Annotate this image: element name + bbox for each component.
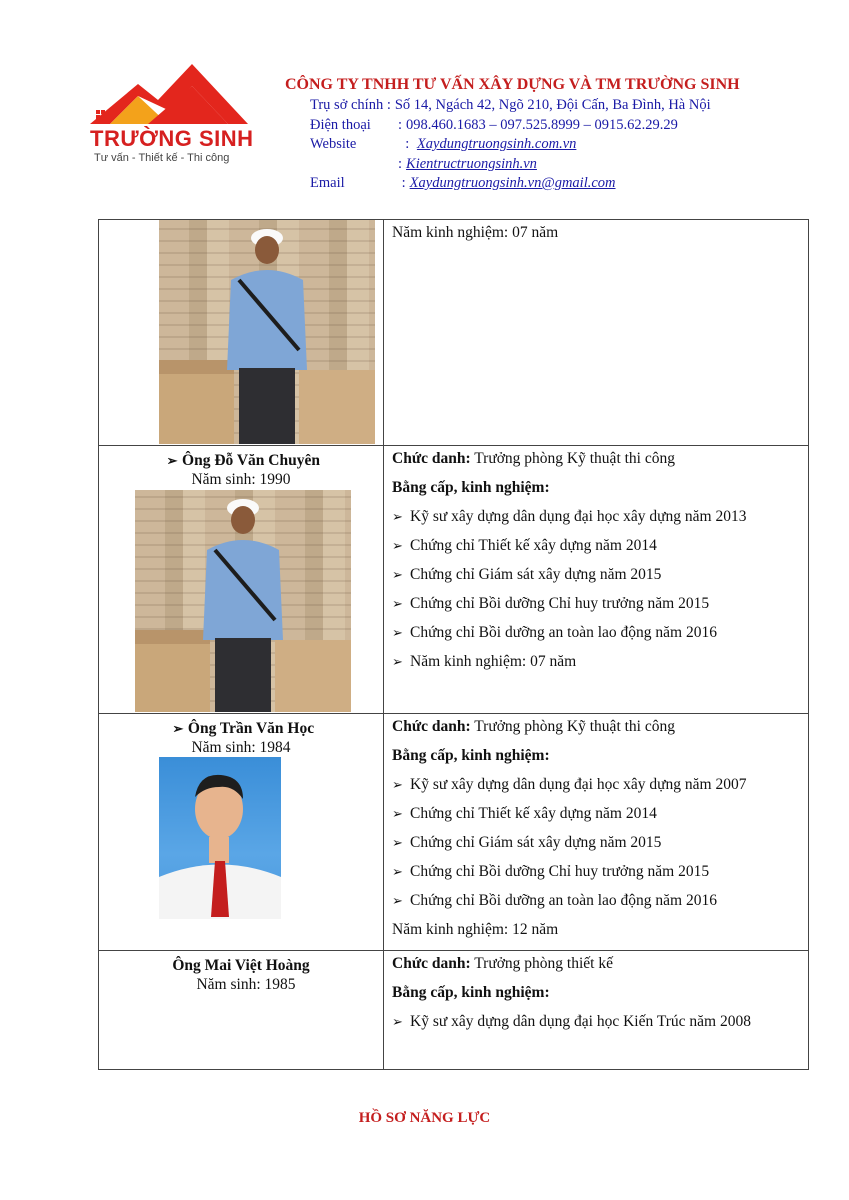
staff-photo-cell xyxy=(99,951,384,1070)
experience-text: Năm kinh nghiệm: 12 năm xyxy=(392,921,559,938)
company-logo xyxy=(88,62,254,170)
website-label: Website xyxy=(310,136,357,152)
staff-name: ➢ Ông Đỗ Văn Chuyên xyxy=(162,452,320,469)
email-label: Email xyxy=(310,175,345,191)
phone-value: 098.460.1683 – 097.525.8999 – 0915.62.29.29 xyxy=(406,116,678,133)
arrow-bullet-icon: ➢ xyxy=(392,567,403,582)
list-item: ➢ Chứng chỉ Giám sát xây dựng năm 2015 xyxy=(392,566,662,583)
website-link-1[interactable]: Xaydungtruongsinh.com.vn xyxy=(416,136,577,152)
portrait-figure-icon xyxy=(159,757,281,919)
staff-photo xyxy=(135,490,351,712)
arrow-bullet-icon: ➢ xyxy=(392,893,403,908)
table-row xyxy=(99,220,809,446)
staff-info-cell xyxy=(384,951,809,1070)
staff-photo xyxy=(159,757,281,919)
phone-row: Điện thoại : 098.460.1683 – 097.525.8999 – 0915.62.29.29 xyxy=(310,116,711,136)
logo-tagline: Tư vấn - Thiết kế - Thi công xyxy=(94,152,230,164)
list-item: ➢ Chứng chỉ Thiết kế xây dựng năm 2014 xyxy=(392,805,657,822)
staff-photo xyxy=(159,220,375,444)
logo-brand-text: TRƯỜNG SINH xyxy=(90,126,254,151)
email-row: Email : Xaydungtruongsinh.vn@gmail.com xyxy=(310,174,711,194)
engineer-figure-icon xyxy=(135,490,351,712)
job-title: Chức danh: Trưởng phòng thiết kế xyxy=(392,955,613,972)
contact-block xyxy=(310,96,711,194)
arrow-bullet-icon: ➢ xyxy=(392,509,403,524)
staff-info-cell xyxy=(384,220,809,446)
table-row xyxy=(99,446,809,714)
staff-info-cell xyxy=(384,446,809,714)
arrow-bullet-icon: ➢ xyxy=(392,596,403,611)
website-row: Website : Xaydungtruongsinh.com.vn xyxy=(310,135,711,155)
staff-info-cell xyxy=(384,714,809,951)
qualification-label: Bằng cấp, kinh nghiệm: xyxy=(392,479,550,496)
arrow-bullet-icon: ➢ xyxy=(166,453,178,468)
birth-year: Năm sinh: 1990 xyxy=(191,471,291,488)
list-item: ➢ Kỹ sư xây dựng dân dụng đại học Kiến Trúc năm 2008 xyxy=(392,1013,751,1030)
address-label: Trụ sở chính xyxy=(310,97,384,113)
arrow-bullet-icon: ➢ xyxy=(172,721,184,736)
list-item: ➢ Năm kinh nghiệm: 07 năm xyxy=(392,653,577,670)
page-footer: HỒ SƠ NĂNG LỰC xyxy=(358,1110,491,1126)
arrow-bullet-icon: ➢ xyxy=(392,835,403,850)
engineer-figure-icon xyxy=(159,220,375,444)
arrow-bullet-icon: ➢ xyxy=(392,538,403,553)
staff-table xyxy=(98,219,809,1070)
email-link[interactable]: Xaydungtruongsinh.vn@gmail.com xyxy=(409,175,616,191)
arrow-bullet-icon: ➢ xyxy=(392,1014,403,1029)
experience-text: Năm kinh nghiệm: 07 năm xyxy=(392,224,559,241)
staff-photo-cell xyxy=(99,714,384,951)
list-item: ➢ Chứng chỉ Thiết kế xây dựng năm 2014 xyxy=(392,537,657,554)
phone-label: Điện thoại xyxy=(310,116,371,133)
job-title: Chức danh: Trưởng phòng Kỹ thuật thi công xyxy=(392,450,675,467)
qualification-label: Bằng cấp, kinh nghiệm: xyxy=(392,747,550,764)
list-item: ➢ Chứng chỉ Bồi dưỡng an toàn lao động năm 2016 xyxy=(392,624,717,641)
staff-name: Ông Mai Việt Hoàng xyxy=(172,957,310,974)
company-name: CÔNG TY TNHH TƯ VẤN XÂY DỰNG VÀ TM TRƯỜNG SINH xyxy=(285,76,740,93)
list-item: ➢ Chứng chỉ Giám sát xây dựng năm 2015 xyxy=(392,834,662,851)
website-link-2[interactable]: Kientructruongsinh.vn xyxy=(406,155,537,172)
address-value: Số 14, Ngách 42, Ngõ 210, Đội Cấn, Ba Đình, Hà Nội xyxy=(394,97,711,113)
list-item: ➢ Kỹ sư xây dựng dân dụng đại học xây dựng năm 2013 xyxy=(392,508,747,525)
list-item: ➢ Chứng chỉ Bồi dưỡng Chỉ huy trưởng năm 2015 xyxy=(392,863,710,880)
job-title: Chức danh: Trưởng phòng Kỹ thuật thi công xyxy=(392,718,675,735)
list-item: ➢ Chứng chỉ Bồi dưỡng an toàn lao động năm 2016 xyxy=(392,892,717,909)
roof-logo-icon xyxy=(88,62,250,132)
list-item: ➢ Chứng chỉ Bồi dưỡng Chỉ huy trưởng năm 2015 xyxy=(392,595,710,612)
staff-name: ➢ Ông Trần Văn Học xyxy=(168,720,314,737)
arrow-bullet-icon: ➢ xyxy=(392,625,403,640)
birth-year: Năm sinh: 1984 xyxy=(191,739,291,756)
staff-photo-cell xyxy=(99,446,384,714)
address-row: Trụ sở chính : Số 14, Ngách 42, Ngõ 210, Đội Cấn, Ba Đình, Hà Nội xyxy=(310,96,711,116)
list-item: ➢ Kỹ sư xây dựng dân dụng đại học xây dựng năm 2007 xyxy=(392,776,747,793)
staff-photo-cell xyxy=(99,220,384,446)
arrow-bullet-icon: ➢ xyxy=(392,864,403,879)
arrow-bullet-icon: ➢ xyxy=(392,806,403,821)
table-row xyxy=(99,951,809,1070)
table-row xyxy=(99,714,809,951)
arrow-bullet-icon: ➢ xyxy=(392,777,403,792)
birth-year: Năm sinh: 1985 xyxy=(196,976,296,993)
website-row-2: : Kientructruongsinh.vn xyxy=(310,155,711,175)
qualification-label: Bằng cấp, kinh nghiệm: xyxy=(392,984,550,1001)
arrow-bullet-icon: ➢ xyxy=(392,654,403,669)
